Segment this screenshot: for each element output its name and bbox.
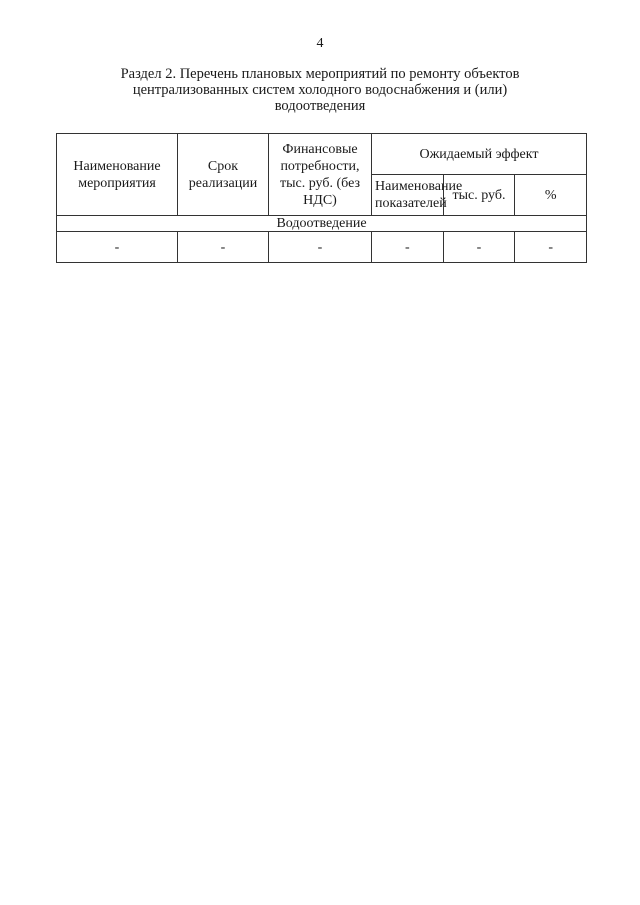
activities-table: [56, 133, 587, 263]
table-row: [57, 232, 587, 263]
cell-activity-name: -: [57, 232, 178, 263]
section-title-line-2: централизованных систем холодного водоснабжения и (или): [132, 82, 508, 98]
cell-term: -: [178, 232, 269, 263]
table-header-row: [57, 134, 587, 175]
header-term: Срок реализации: [178, 134, 269, 216]
cell-thousand-rub: -: [443, 232, 515, 263]
header-percent: %: [515, 175, 587, 216]
section-title: [90, 66, 550, 114]
page-number: 4: [316, 36, 324, 51]
header-thousand-rub: тыс. руб.: [443, 175, 515, 216]
section-title-line-1: Раздел 2. Перечень плановых мероприятий по ремонту объектов: [120, 66, 520, 82]
header-indicators: Наименование показателей: [372, 175, 444, 216]
table-section-row: [57, 216, 587, 232]
section-title-line-3: водоотведения: [274, 98, 366, 114]
cell-indicators: -: [372, 232, 444, 263]
header-expected-effect: Ожидаемый эффект: [372, 134, 587, 175]
section-label: Водоотведение: [57, 216, 587, 232]
header-finance: Финансовые потребности, тыс. руб. (без НДС): [269, 134, 372, 216]
header-activity-name: Наименование мероприятия: [57, 134, 178, 216]
cell-percent: -: [515, 232, 587, 263]
cell-finance: -: [269, 232, 372, 263]
